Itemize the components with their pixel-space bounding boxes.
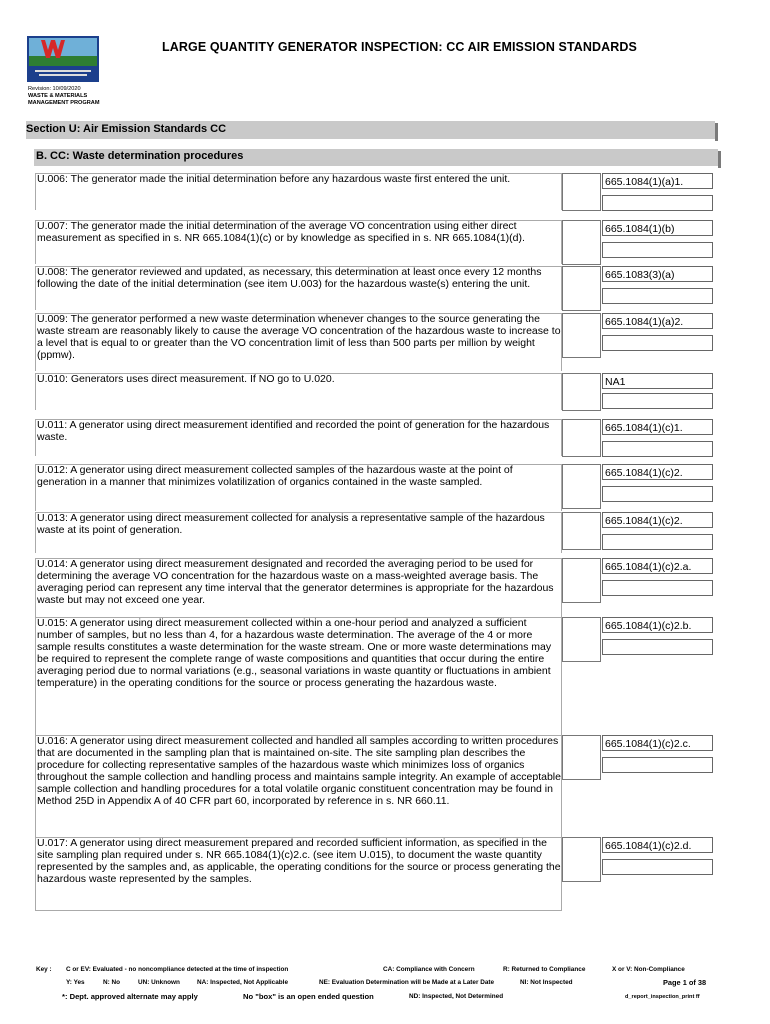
comment-box-u010[interactable]: [602, 393, 713, 409]
comment-box-u009[interactable]: [602, 335, 713, 351]
answer-box-u008[interactable]: [562, 266, 601, 311]
question-u006: U.006: The generator made the initial determination before any hazardous waste first entered the unit.: [35, 173, 562, 210]
key-r: R: Returned to Compliance: [503, 966, 586, 973]
dnr-logo: [27, 36, 99, 82]
reference-u007: 665.1084(1)(b): [602, 220, 713, 236]
question-u012: U.012: A generator using direct measurement collected samples of the hazardous waste at the point of generation in a manner that minimizes volatilization of organics contained in the waste sampled.: [35, 464, 562, 511]
subsection-shadow: [718, 151, 721, 168]
answer-box-u011[interactable]: [562, 419, 601, 457]
key-ne: NE: Evaluation Determination will be Made at a Later Date: [319, 979, 495, 986]
reference-u006: 665.1084(1)(a)1.: [602, 173, 713, 189]
question-u015: U.015: A generator using direct measurement collected within a one-hour period and analyzed a sufficient number of samples, but no less than 4, for a hazardous waste determination. The average of the 4 or more sample results constitutes a waste determination for the waste stream. One or more waste determinations may be required to represent the complete range of waste compositions and quantities that occur during the entire averaging period due to normal variations (e.g., seasonal variations in waste quantity or fluctuations in ambient temperature) in the operating conditions for the source or process generating the hazardous waste.: [35, 617, 562, 735]
question-u013: U.013: A generator using direct measurement collected for analysis a representative sample of the hazardous waste at its point of generation.: [35, 512, 562, 553]
key-na: NA: Inspected, Not Applicable: [197, 979, 289, 986]
comment-box-u016[interactable]: [602, 757, 713, 773]
revision-info: [28, 86, 99, 108]
answer-box-u010[interactable]: [562, 373, 601, 411]
reference-u013: 665.1084(1)(c)2.: [602, 512, 713, 528]
key-un: UN: Unknown: [138, 979, 180, 986]
section-shadow: [715, 123, 718, 141]
question-u016: U.016: A generator using direct measurement collected and handled all samples according to written procedures that are documented in the sampling plan that is maintained on-site. The site sampling plan describes the procedure for collecting representative samples of the hazardous waste which minimizes loss of organics throughout the sample collection and handling process and maintains sample integrity. An example of acceptable sample collection and handling procedures for a total volatile organic constituent concentration may be found in Method 25D in Appendix A of 40 CFR part 60, incorporated by reference in s. NR 660.11.: [35, 735, 562, 837]
section-header: [26, 121, 715, 139]
key-ni: NI: Not Inspected: [520, 979, 573, 986]
subsection-header: [34, 149, 718, 166]
key-x-or-v: X or V: Non-Compliance: [612, 966, 685, 973]
comment-box-u014[interactable]: [602, 580, 713, 596]
key-no-box: No "box" is an open ended question: [243, 992, 374, 1001]
revision-date: Revision: 10/09/2020: [28, 86, 81, 92]
reference-u008: 665.1083(3)(a): [602, 266, 713, 282]
key-ca: CA: Compliance with Concern: [383, 966, 475, 973]
key-c-or-ev: C or EV: Evaluated - no noncompliance detected at the time of inspection: [66, 966, 289, 973]
answer-box-u006[interactable]: [562, 173, 601, 211]
answer-box-u012[interactable]: [562, 464, 601, 509]
page-title: LARGE QUANTITY GENERATOR INSPECTION: CC AIR EMISSION STANDARDS: [162, 40, 637, 54]
answer-box-u014[interactable]: [562, 558, 601, 603]
section-title: Section U: Air Emission Standards CC: [26, 123, 227, 135]
program-line-2: MANAGEMENT PROGRAM: [28, 100, 100, 107]
question-u010: U.010: Generators uses direct measurement. If NO go to U.020.: [35, 373, 562, 410]
key-nd: ND: Inspected, Not Determined: [409, 993, 504, 1000]
program-line-1: WASTE & MATERIALS: [28, 93, 88, 100]
print-id: d_report_inspection_print ff: [625, 994, 700, 1000]
key-y: Y: Yes: [66, 979, 85, 986]
answer-box-u007[interactable]: [562, 220, 601, 265]
question-u009: U.009: The generator performed a new waste determination whenever changes to the source generating the waste stream are reasonably likely to cause the average VO concentration of the hazardous waste to increase to a level that is equal to or greater than the VO concentration limit of less than 500 parts per million by weight (ppmw).: [35, 313, 562, 371]
question-u008: U.008: The generator reviewed and updated, as necessary, this determination at least once every 12 months following the date of the initial determination (see item U.003) for the hazardous waste(s) entering the unit.: [35, 266, 562, 310]
key-star: *: Dept. approved alternate may apply: [62, 992, 198, 1001]
subsection-title: B. CC: Waste determination procedures: [36, 150, 244, 162]
reference-u011: 665.1084(1)(c)1.: [602, 419, 713, 435]
answer-box-u017[interactable]: [562, 837, 601, 882]
question-u014: U.014: A generator using direct measurement designated and recorded the averaging period to be used for determining the average VO concentration for the hazardous waste on a mass-weighted average basis. The averaging period can represent any time interval that the generator determines is appropriate for the hazardous waste but may not exceed one year.: [35, 558, 562, 618]
question-u007: U.007: The generator made the initial determination of the average VO concentration using either direct measurement as specified in s. NR 665.1084(1)(c) or by knowledge as specified in s. NR 665.1084(1)(d).: [35, 220, 562, 264]
comment-box-u015[interactable]: [602, 639, 713, 655]
page-number: Page 1 of 38: [663, 978, 707, 987]
reference-u012: 665.1084(1)(c)2.: [602, 464, 713, 480]
question-u011: U.011: A generator using direct measurement identified and recorded the point of generation for the hazardous waste.: [35, 419, 562, 456]
key-n: N: No: [103, 979, 121, 986]
reference-u009: 665.1084(1)(a)2.: [602, 313, 713, 329]
comment-box-u007[interactable]: [602, 242, 713, 258]
key-label: Key :: [36, 966, 52, 973]
reference-u016: 665.1084(1)(c)2.c.: [602, 735, 713, 751]
comment-box-u006[interactable]: [602, 195, 713, 211]
comment-box-u013[interactable]: [602, 534, 713, 550]
question-u017: U.017: A generator using direct measurement prepared and recorded sufficient information, as specified in the site sampling plan required under s. NR 665.1084(1)(c)2.c. (see item U.015), to document the waste quantity represented by the samples and, as applicable, the operating conditions for the source or process generating the hazardous waste represented by the samples.: [35, 837, 562, 911]
answer-box-u015[interactable]: [562, 617, 601, 662]
reference-u015: 665.1084(1)(c)2.b.: [602, 617, 713, 633]
comment-box-u017[interactable]: [602, 859, 713, 875]
answer-box-u009[interactable]: [562, 313, 601, 358]
answer-box-u013[interactable]: [562, 512, 601, 550]
comment-box-u008[interactable]: [602, 288, 713, 304]
comment-box-u011[interactable]: [602, 441, 713, 457]
reference-u010: NA1: [602, 373, 713, 389]
answer-box-u016[interactable]: [562, 735, 601, 780]
comment-box-u012[interactable]: [602, 486, 713, 502]
reference-u014: 665.1084(1)(c)2.a.: [602, 558, 713, 574]
reference-u017: 665.1084(1)(c)2.d.: [602, 837, 713, 853]
